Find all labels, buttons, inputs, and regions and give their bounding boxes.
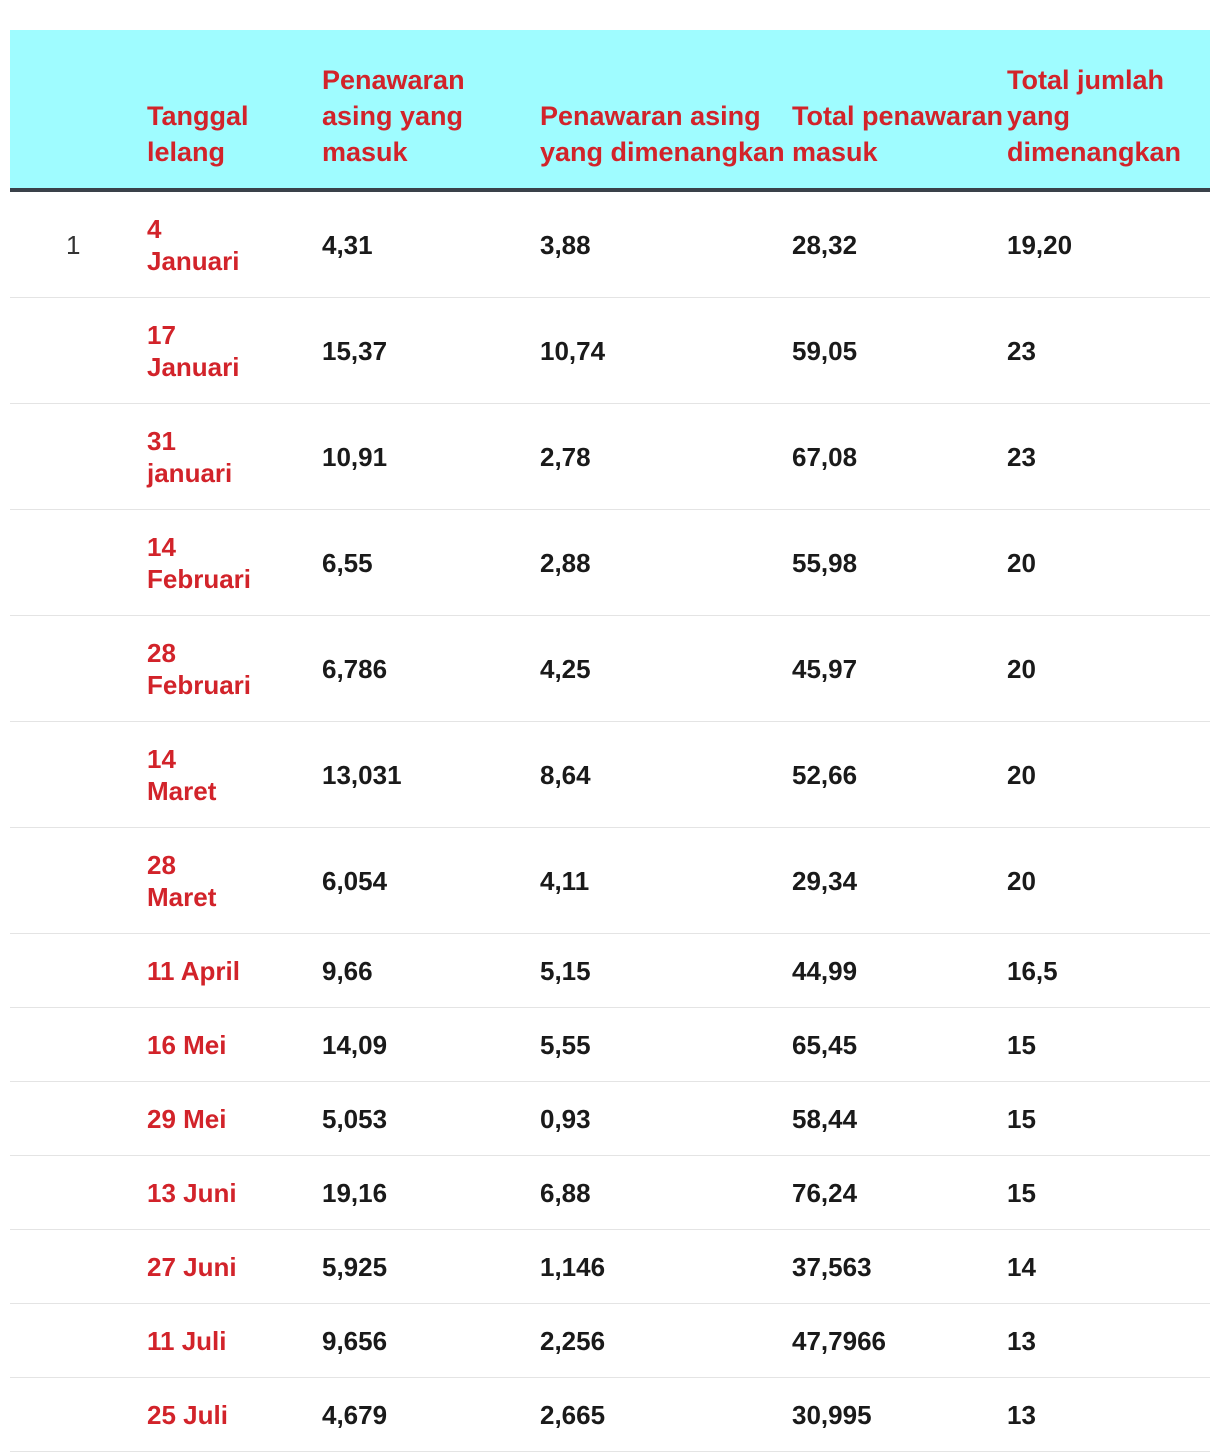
table-row xyxy=(10,1378,1210,1452)
total-amount-won: 15 xyxy=(1007,1156,1210,1230)
foreign-bids-won: 2,78 xyxy=(540,404,792,510)
row-index xyxy=(10,298,147,404)
foreign-bids-incoming: 15,37 xyxy=(322,298,540,404)
total-bids-incoming: 67,08 xyxy=(792,404,1007,510)
auction-date-month: januari xyxy=(147,457,233,488)
auction-date-day: 27 Juni xyxy=(147,1251,237,1282)
total-bids-incoming: 45,97 xyxy=(792,616,1007,722)
total-amount-won: 20 xyxy=(1007,722,1210,828)
auction-date xyxy=(147,1230,322,1304)
foreign-bids-won: 2,256 xyxy=(540,1304,792,1378)
total-amount-won: 23 xyxy=(1007,404,1210,510)
foreign-bids-incoming: 9,66 xyxy=(322,934,540,1008)
row-index xyxy=(10,1156,147,1230)
total-amount-won: 13 xyxy=(1007,1304,1210,1378)
auction-date xyxy=(147,1304,322,1378)
total-bids-incoming: 37,563 xyxy=(792,1230,1007,1304)
auction-date-day: 14 xyxy=(147,531,176,562)
row-index xyxy=(10,616,147,722)
header-total-dimenangkan: Total jumlah yang dimenangkan xyxy=(1007,30,1210,190)
foreign-bids-won: 1,146 xyxy=(540,1230,792,1304)
row-index xyxy=(10,1082,147,1156)
total-bids-incoming: 52,66 xyxy=(792,722,1007,828)
table-row xyxy=(10,510,1210,616)
row-index xyxy=(10,510,147,616)
table-row xyxy=(10,1008,1210,1082)
row-index xyxy=(10,1304,147,1378)
table-row xyxy=(10,404,1210,510)
header-penawaran-asing-dimenangkan: Penawaran asing yang dimenangkan xyxy=(540,30,792,190)
auction-date xyxy=(147,298,322,404)
foreign-bids-incoming: 6,55 xyxy=(322,510,540,616)
total-amount-won: 20 xyxy=(1007,510,1210,616)
auction-date-month: Januari xyxy=(147,245,240,276)
table-body xyxy=(10,190,1210,1452)
total-amount-won: 16,5 xyxy=(1007,934,1210,1008)
foreign-bids-incoming: 6,054 xyxy=(322,828,540,934)
foreign-bids-incoming: 4,31 xyxy=(322,190,540,298)
header-row xyxy=(10,30,1210,190)
auction-date-day: 13 Juni xyxy=(147,1177,237,1208)
foreign-bids-incoming: 5,925 xyxy=(322,1230,540,1304)
row-index xyxy=(10,1230,147,1304)
foreign-bids-won: 2,665 xyxy=(540,1378,792,1452)
auction-date xyxy=(147,510,322,616)
row-index xyxy=(10,1008,147,1082)
auction-date xyxy=(147,1008,322,1082)
auction-date xyxy=(147,404,322,510)
foreign-bids-won: 2,88 xyxy=(540,510,792,616)
auction-date xyxy=(147,828,322,934)
total-amount-won: 19,20 xyxy=(1007,190,1210,298)
foreign-bids-won: 4,11 xyxy=(540,828,792,934)
row-index xyxy=(10,722,147,828)
foreign-bids-won: 10,74 xyxy=(540,298,792,404)
foreign-bids-won: 8,64 xyxy=(540,722,792,828)
total-bids-incoming: 29,34 xyxy=(792,828,1007,934)
table-row xyxy=(10,1156,1210,1230)
foreign-bids-incoming: 5,053 xyxy=(322,1082,540,1156)
auction-date-day: 31 xyxy=(147,425,176,456)
total-amount-won: 15 xyxy=(1007,1082,1210,1156)
table-row xyxy=(10,298,1210,404)
total-bids-incoming: 28,32 xyxy=(792,190,1007,298)
foreign-bids-won: 5,55 xyxy=(540,1008,792,1082)
auction-date xyxy=(147,1378,322,1452)
total-bids-incoming: 30,995 xyxy=(792,1378,1007,1452)
total-bids-incoming: 44,99 xyxy=(792,934,1007,1008)
foreign-bids-incoming: 9,656 xyxy=(322,1304,540,1378)
row-index xyxy=(10,934,147,1008)
auction-date-day: 11 Juli xyxy=(147,1325,227,1356)
header-index xyxy=(10,30,147,190)
table-row xyxy=(10,934,1210,1008)
auction-date-day: 16 Mei xyxy=(147,1029,227,1060)
total-bids-incoming: 76,24 xyxy=(792,1156,1007,1230)
foreign-bids-incoming: 13,031 xyxy=(322,722,540,828)
foreign-bids-won: 3,88 xyxy=(540,190,792,298)
foreign-bids-incoming: 10,91 xyxy=(322,404,540,510)
auction-date-day: 14 xyxy=(147,743,176,774)
total-bids-incoming: 47,7966 xyxy=(792,1304,1007,1378)
foreign-bids-won: 5,15 xyxy=(540,934,792,1008)
table-row xyxy=(10,828,1210,934)
table-row xyxy=(10,722,1210,828)
header-tanggal-lelang: Tanggal lelang xyxy=(147,30,322,190)
foreign-bids-incoming: 6,786 xyxy=(322,616,540,722)
auction-results-table xyxy=(10,30,1210,1452)
total-bids-incoming: 55,98 xyxy=(792,510,1007,616)
table-row xyxy=(10,1230,1210,1304)
total-amount-won: 13 xyxy=(1007,1378,1210,1452)
auction-date xyxy=(147,1082,322,1156)
auction-date-month: Maret xyxy=(147,775,217,806)
auction-date xyxy=(147,934,322,1008)
total-bids-incoming: 65,45 xyxy=(792,1008,1007,1082)
total-amount-won: 15 xyxy=(1007,1008,1210,1082)
foreign-bids-won: 6,88 xyxy=(540,1156,792,1230)
total-bids-incoming: 58,44 xyxy=(792,1082,1007,1156)
row-index: 1 xyxy=(10,190,147,298)
auction-date-month: Februari xyxy=(147,669,252,700)
auction-date xyxy=(147,190,322,298)
auction-date-month: Februari xyxy=(147,563,252,594)
header-total-penawaran-masuk: Total penawaran masuk xyxy=(792,30,1007,190)
row-index xyxy=(10,1378,147,1452)
row-index xyxy=(10,404,147,510)
header-penawaran-asing-masuk: Penawaran asing yang masuk xyxy=(322,30,540,190)
foreign-bids-won: 0,93 xyxy=(540,1082,792,1156)
table-header xyxy=(10,30,1210,190)
foreign-bids-won: 4,25 xyxy=(540,616,792,722)
total-amount-won: 20 xyxy=(1007,828,1210,934)
auction-date-day: 25 Juli xyxy=(147,1399,228,1430)
auction-date-day: 11 April xyxy=(147,955,240,986)
total-amount-won: 20 xyxy=(1007,616,1210,722)
table-row xyxy=(10,1304,1210,1378)
row-index xyxy=(10,828,147,934)
auction-date-day: 28 xyxy=(147,849,176,880)
foreign-bids-incoming: 14,09 xyxy=(322,1008,540,1082)
total-bids-incoming: 59,05 xyxy=(792,298,1007,404)
auction-date xyxy=(147,616,322,722)
auction-date xyxy=(147,1156,322,1230)
auction-date xyxy=(147,722,322,828)
auction-date-day: 17 xyxy=(147,319,176,350)
auction-table-container xyxy=(10,30,1210,1452)
auction-date-day: 4 xyxy=(147,213,162,244)
foreign-bids-incoming: 19,16 xyxy=(322,1156,540,1230)
auction-date-day: 29 Mei xyxy=(147,1103,227,1134)
total-amount-won: 23 xyxy=(1007,298,1210,404)
auction-date-day: 28 xyxy=(147,637,176,668)
auction-date-month: Januari xyxy=(147,351,240,382)
table-row xyxy=(10,1082,1210,1156)
foreign-bids-incoming: 4,679 xyxy=(322,1378,540,1452)
auction-date-month: Maret xyxy=(147,881,217,912)
table-row xyxy=(10,616,1210,722)
table-row xyxy=(10,190,1210,298)
total-amount-won: 14 xyxy=(1007,1230,1210,1304)
